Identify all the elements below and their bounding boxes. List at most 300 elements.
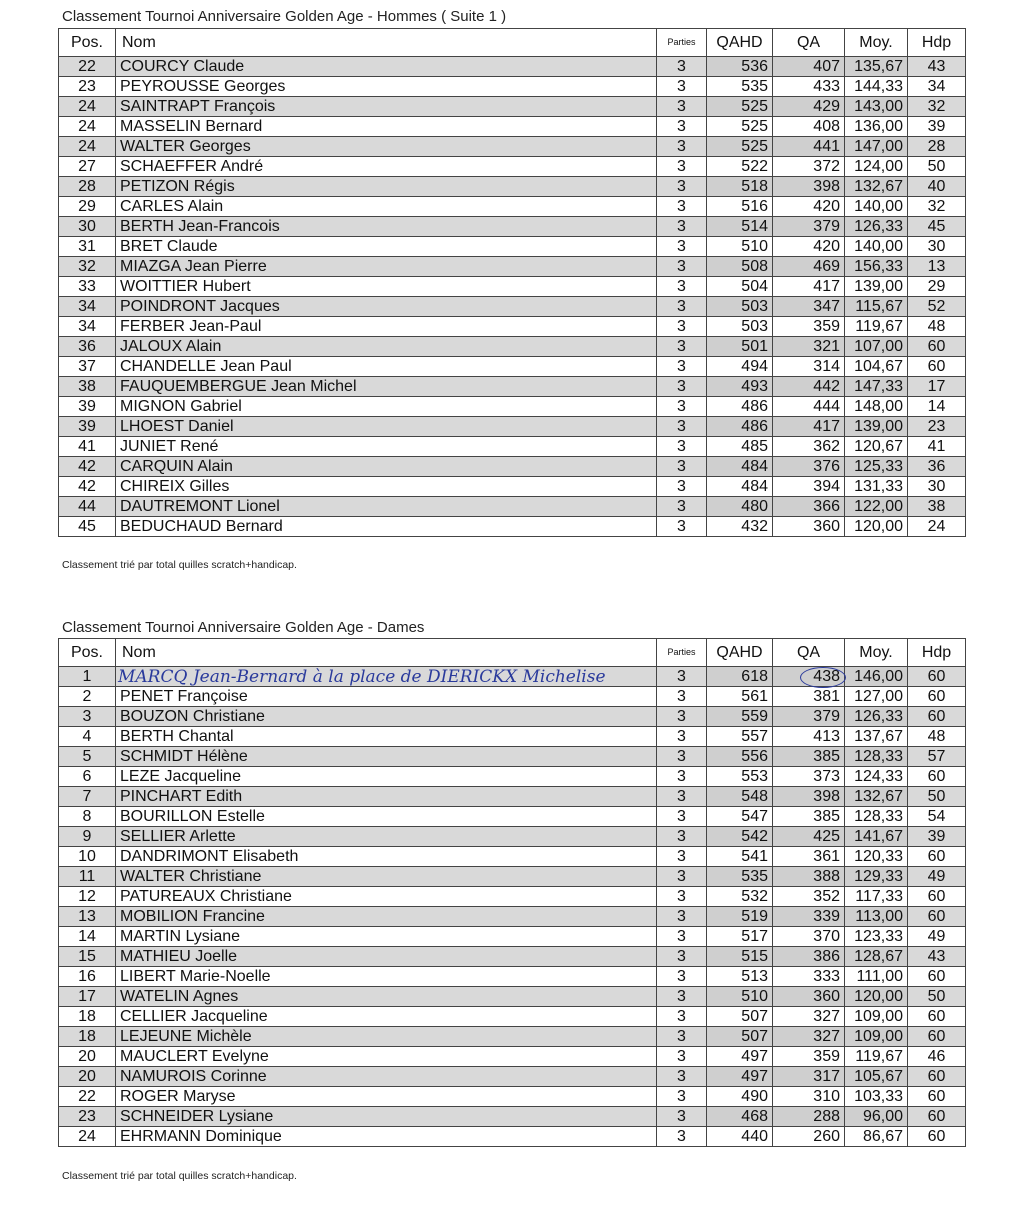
header-qa: QA	[773, 639, 845, 667]
men-header-row	[59, 29, 966, 57]
cell-moy: 132,67	[845, 787, 908, 807]
cell-pos: 15	[59, 947, 116, 967]
cell-qa: 376	[773, 457, 845, 477]
cell-moy: 146,00	[845, 667, 908, 687]
cell-par: 3	[657, 117, 707, 137]
cell-qahd: 517	[707, 927, 773, 947]
table-row	[59, 987, 966, 1007]
cell-par: 3	[657, 1067, 707, 1087]
cell-moy: 119,67	[845, 317, 908, 337]
table-row	[59, 477, 966, 497]
cell-pos: 20	[59, 1067, 116, 1087]
cell-pos: 17	[59, 987, 116, 1007]
cell-nom: LIBERT Marie-Noelle	[116, 967, 657, 987]
table-row	[59, 727, 966, 747]
cell-par: 3	[657, 1007, 707, 1027]
cell-hdp: 50	[908, 157, 966, 177]
cell-nom: EHRMANN Dominique	[116, 1127, 657, 1147]
cell-hdp: 48	[908, 727, 966, 747]
cell-nom: MIGNON Gabriel	[116, 397, 657, 417]
table-row	[59, 867, 966, 887]
cell-par: 3	[657, 1047, 707, 1067]
cell-qa: 327	[773, 1027, 845, 1047]
cell-qa: 433	[773, 77, 845, 97]
cell-nom: LHOEST Daniel	[116, 417, 657, 437]
cell-par: 3	[657, 237, 707, 257]
cell-moy: 139,00	[845, 417, 908, 437]
cell-nom: MIAZGA Jean Pierre	[116, 257, 657, 277]
cell-qa: 398	[773, 787, 845, 807]
cell-qahd: 556	[707, 747, 773, 767]
cell-qahd: 503	[707, 297, 773, 317]
cell-qahd: 480	[707, 497, 773, 517]
cell-qahd: 485	[707, 437, 773, 457]
cell-pos: 37	[59, 357, 116, 377]
cell-qa: 347	[773, 297, 845, 317]
cell-pos: 42	[59, 457, 116, 477]
cell-par: 3	[657, 77, 707, 97]
cell-qa: 361	[773, 847, 845, 867]
table-row	[59, 497, 966, 517]
table-row	[59, 257, 966, 277]
header-qahd: QAHD	[707, 639, 773, 667]
cell-pos: 14	[59, 927, 116, 947]
cell-moy: 136,00	[845, 117, 908, 137]
table-row	[59, 397, 966, 417]
cell-qahd: 516	[707, 197, 773, 217]
cell-pos: 24	[59, 137, 116, 157]
cell-hdp: 48	[908, 317, 966, 337]
cell-nom: PETIZON Régis	[116, 177, 657, 197]
cell-par: 3	[657, 907, 707, 927]
cell-qahd: 510	[707, 987, 773, 1007]
cell-par: 3	[657, 337, 707, 357]
cell-qahd: 618	[707, 667, 773, 687]
cell-qa: 420	[773, 237, 845, 257]
cell-hdp: 39	[908, 117, 966, 137]
cell-pos: 5	[59, 747, 116, 767]
cell-qa: 398	[773, 177, 845, 197]
cell-nom: MAUCLERT Evelyne	[116, 1047, 657, 1067]
cell-moy: 120,00	[845, 987, 908, 1007]
cell-par: 3	[657, 767, 707, 787]
cell-pos: 8	[59, 807, 116, 827]
cell-par: 3	[657, 887, 707, 907]
cell-par: 3	[657, 847, 707, 867]
cell-qahd: 486	[707, 397, 773, 417]
cell-hdp: 32	[908, 197, 966, 217]
cell-moy: 122,00	[845, 497, 908, 517]
table-row	[59, 1087, 966, 1107]
cell-hdp: 41	[908, 437, 966, 457]
cell-qahd: 515	[707, 947, 773, 967]
header-moy: Moy.	[845, 29, 908, 57]
cell-qa: 394	[773, 477, 845, 497]
cell-par: 3	[657, 787, 707, 807]
cell-qahd: 547	[707, 807, 773, 827]
cell-qahd: 510	[707, 237, 773, 257]
table-row	[59, 177, 966, 197]
header-parties: Parties	[657, 29, 707, 57]
cell-moy: 115,67	[845, 297, 908, 317]
cell-nom: SCHNEIDER Lysiane	[116, 1107, 657, 1127]
cell-moy: 128,33	[845, 747, 908, 767]
cell-hdp: 60	[908, 887, 966, 907]
cell-qahd: 507	[707, 1007, 773, 1027]
cell-moy: 140,00	[845, 197, 908, 217]
cell-pos: 24	[59, 97, 116, 117]
cell-par: 3	[657, 357, 707, 377]
men-ranking-table	[58, 28, 966, 537]
table-row	[59, 847, 966, 867]
table-row	[59, 787, 966, 807]
cell-pos: 3	[59, 707, 116, 727]
cell-hdp: 45	[908, 217, 966, 237]
cell-qa: 317	[773, 1067, 845, 1087]
table-row	[59, 137, 966, 157]
cell-hdp: 60	[908, 847, 966, 867]
cell-moy: 156,33	[845, 257, 908, 277]
cell-hdp: 40	[908, 177, 966, 197]
cell-hdp: 60	[908, 1007, 966, 1027]
cell-qa: 366	[773, 497, 845, 517]
header-pos: Pos.	[59, 29, 116, 57]
cell-qahd: 440	[707, 1127, 773, 1147]
cell-qahd: 503	[707, 317, 773, 337]
cell-par: 3	[657, 217, 707, 237]
cell-moy: 128,67	[845, 947, 908, 967]
cell-qa: 379	[773, 707, 845, 727]
women-table-title: Classement Tournoi Anniversaire Golden Age - Dames	[62, 619, 425, 636]
cell-qahd: 497	[707, 1047, 773, 1067]
table-row	[59, 1067, 966, 1087]
cell-moy: 123,33	[845, 927, 908, 947]
cell-moy: 104,67	[845, 357, 908, 377]
cell-moy: 125,33	[845, 457, 908, 477]
cell-moy: 103,33	[845, 1087, 908, 1107]
cell-nom: ROGER Maryse	[116, 1087, 657, 1107]
cell-pos: 33	[59, 277, 116, 297]
cell-qa: 359	[773, 1047, 845, 1067]
cell-qa: 339	[773, 907, 845, 927]
cell-pos: 36	[59, 337, 116, 357]
cell-moy: 137,67	[845, 727, 908, 747]
cell-par: 3	[657, 947, 707, 967]
cell-qahd: 501	[707, 337, 773, 357]
cell-pos: 23	[59, 77, 116, 97]
table-row	[59, 767, 966, 787]
cell-pos: 29	[59, 197, 116, 217]
cell-hdp: 60	[908, 967, 966, 987]
cell-nom: WALTER Christiane	[116, 867, 657, 887]
cell-hdp: 50	[908, 987, 966, 1007]
cell-pos: 10	[59, 847, 116, 867]
header-nom: Nom	[116, 639, 657, 667]
cell-hdp: 54	[908, 807, 966, 827]
cell-pos: 1	[59, 667, 116, 687]
cell-par: 3	[657, 457, 707, 477]
cell-qa: 314	[773, 357, 845, 377]
cell-moy: 124,33	[845, 767, 908, 787]
cell-moy: 143,00	[845, 97, 908, 117]
cell-hdp: 52	[908, 297, 966, 317]
cell-par: 3	[657, 967, 707, 987]
cell-hdp: 60	[908, 1107, 966, 1127]
cell-pos: 34	[59, 317, 116, 337]
cell-qahd: 486	[707, 417, 773, 437]
cell-par: 3	[657, 827, 707, 847]
cell-moy: 141,67	[845, 827, 908, 847]
cell-pos: 24	[59, 117, 116, 137]
cell-moy: 131,33	[845, 477, 908, 497]
cell-qahd: 561	[707, 687, 773, 707]
cell-nom: WOITTIER Hubert	[116, 277, 657, 297]
table-row	[59, 907, 966, 927]
table-row	[59, 57, 966, 77]
header-qahd: QAHD	[707, 29, 773, 57]
table-row	[59, 357, 966, 377]
cell-qahd: 504	[707, 277, 773, 297]
cell-par: 3	[657, 497, 707, 517]
cell-moy: 107,00	[845, 337, 908, 357]
cell-moy: 119,67	[845, 1047, 908, 1067]
table-row	[59, 927, 966, 947]
cell-par: 3	[657, 867, 707, 887]
cell-qahd: 490	[707, 1087, 773, 1107]
cell-qahd: 548	[707, 787, 773, 807]
cell-moy: 111,00	[845, 967, 908, 987]
cell-nom: JALOUX Alain	[116, 337, 657, 357]
cell-qahd: 508	[707, 257, 773, 277]
cell-qahd: 535	[707, 867, 773, 887]
table-row	[59, 117, 966, 137]
cell-par: 3	[657, 397, 707, 417]
cell-pos: 42	[59, 477, 116, 497]
cell-qa: 360	[773, 987, 845, 1007]
cell-hdp: 60	[908, 1027, 966, 1047]
cell-par: 3	[657, 687, 707, 707]
cell-par: 3	[657, 157, 707, 177]
table-row	[59, 77, 966, 97]
table-row	[59, 237, 966, 257]
table-row	[59, 807, 966, 827]
cell-nom: JUNIET René	[116, 437, 657, 457]
cell-qa: 417	[773, 277, 845, 297]
cell-nom: WALTER Georges	[116, 137, 657, 157]
cell-qahd: 525	[707, 137, 773, 157]
header-parties: Parties	[657, 639, 707, 667]
cell-pos: 22	[59, 1087, 116, 1107]
cell-nom: SCHMIDT Hélène	[116, 747, 657, 767]
cell-pos: 24	[59, 1127, 116, 1147]
cell-par: 3	[657, 987, 707, 1007]
cell-nom: BRET Claude	[116, 237, 657, 257]
cell-par: 3	[657, 317, 707, 337]
cell-qahd: 507	[707, 1027, 773, 1047]
header-nom: Nom	[116, 29, 657, 57]
table-row	[59, 1127, 966, 1147]
handwritten-annotation: MARCQ Jean-Bernard à la place de DIERICKX Michelise	[118, 667, 606, 687]
cell-moy: 128,33	[845, 807, 908, 827]
cell-nom: PINCHART Edith	[116, 787, 657, 807]
table-row	[59, 1047, 966, 1067]
cell-moy: 117,33	[845, 887, 908, 907]
cell-nom: CELLIER Jacqueline	[116, 1007, 657, 1027]
cell-moy: 126,33	[845, 217, 908, 237]
cell-hdp: 46	[908, 1047, 966, 1067]
cell-pos: 45	[59, 517, 116, 537]
cell-qahd: 541	[707, 847, 773, 867]
header-pos: Pos.	[59, 639, 116, 667]
cell-qa: 360	[773, 517, 845, 537]
cell-nom: CARLES Alain	[116, 197, 657, 217]
women-header-row	[59, 639, 966, 667]
table-row	[59, 1107, 966, 1127]
cell-hdp: 50	[908, 787, 966, 807]
cell-hdp: 60	[908, 1067, 966, 1087]
cell-qahd: 518	[707, 177, 773, 197]
cell-nom: CHANDELLE Jean Paul	[116, 357, 657, 377]
table-row	[59, 887, 966, 907]
cell-nom: BOUZON Christiane	[116, 707, 657, 727]
cell-qa: 438	[773, 667, 845, 687]
cell-moy: 120,00	[845, 517, 908, 537]
cell-qahd: 513	[707, 967, 773, 987]
cell-par: 3	[657, 377, 707, 397]
cell-qa: 379	[773, 217, 845, 237]
cell-hdp: 60	[908, 907, 966, 927]
cell-qahd: 525	[707, 97, 773, 117]
cell-moy: 105,67	[845, 1067, 908, 1087]
cell-nom: BOURILLON Estelle	[116, 807, 657, 827]
cell-hdp: 13	[908, 257, 966, 277]
cell-qa: 386	[773, 947, 845, 967]
cell-qa: 388	[773, 867, 845, 887]
cell-nom: MARTIN Lysiane	[116, 927, 657, 947]
cell-moy: 113,00	[845, 907, 908, 927]
cell-hdp: 30	[908, 477, 966, 497]
cell-nom: PENET Françoise	[116, 687, 657, 707]
cell-hdp: 39	[908, 827, 966, 847]
cell-qa: 425	[773, 827, 845, 847]
cell-pos: 2	[59, 687, 116, 707]
cell-moy: 148,00	[845, 397, 908, 417]
cell-hdp: 32	[908, 97, 966, 117]
cell-par: 3	[657, 257, 707, 277]
cell-qa: 372	[773, 157, 845, 177]
cell-hdp: 57	[908, 747, 966, 767]
cell-hdp: 60	[908, 687, 966, 707]
cell-pos: 38	[59, 377, 116, 397]
table-row	[59, 967, 966, 987]
table-row	[59, 197, 966, 217]
cell-hdp: 49	[908, 927, 966, 947]
cell-qahd: 535	[707, 77, 773, 97]
cell-par: 3	[657, 177, 707, 197]
cell-moy: 132,67	[845, 177, 908, 197]
cell-qa: 288	[773, 1107, 845, 1127]
cell-hdp: 43	[908, 57, 966, 77]
cell-qa: 420	[773, 197, 845, 217]
cell-moy: 129,33	[845, 867, 908, 887]
cell-nom: FERBER Jean-Paul	[116, 317, 657, 337]
handwritten-circle	[800, 667, 846, 688]
header-hdp: Hdp	[908, 29, 966, 57]
cell-pos: 4	[59, 727, 116, 747]
table-row	[59, 517, 966, 537]
cell-qa: 352	[773, 887, 845, 907]
cell-hdp: 60	[908, 1127, 966, 1147]
cell-pos: 11	[59, 867, 116, 887]
cell-moy: 86,67	[845, 1127, 908, 1147]
cell-hdp: 60	[908, 667, 966, 687]
cell-nom: LEZE Jacqueline	[116, 767, 657, 787]
cell-hdp: 60	[908, 707, 966, 727]
cell-qahd: 468	[707, 1107, 773, 1127]
cell-par: 3	[657, 517, 707, 537]
cell-qa: 385	[773, 747, 845, 767]
cell-nom: BERTH Jean-Francois	[116, 217, 657, 237]
cell-pos: 41	[59, 437, 116, 457]
cell-qahd: 432	[707, 517, 773, 537]
cell-par: 3	[657, 1027, 707, 1047]
cell-hdp: 17	[908, 377, 966, 397]
cell-moy: 147,33	[845, 377, 908, 397]
cell-pos: 23	[59, 1107, 116, 1127]
cell-qa: 370	[773, 927, 845, 947]
cell-moy: 120,33	[845, 847, 908, 867]
cell-hdp: 24	[908, 517, 966, 537]
table-row	[59, 437, 966, 457]
cell-moy: 96,00	[845, 1107, 908, 1127]
cell-pos: 13	[59, 907, 116, 927]
cell-pos: 20	[59, 1047, 116, 1067]
table-row	[59, 337, 966, 357]
cell-qahd: 493	[707, 377, 773, 397]
cell-moy: 124,00	[845, 157, 908, 177]
cell-nom: LEJEUNE Michèle	[116, 1027, 657, 1047]
cell-qahd: 522	[707, 157, 773, 177]
cell-par: 3	[657, 197, 707, 217]
cell-nom: MATHIEU Joelle	[116, 947, 657, 967]
cell-moy: 109,00	[845, 1027, 908, 1047]
table-row	[59, 707, 966, 727]
cell-hdp: 60	[908, 337, 966, 357]
cell-hdp: 38	[908, 497, 966, 517]
cell-pos: 12	[59, 887, 116, 907]
cell-par: 3	[657, 97, 707, 117]
cell-pos: 22	[59, 57, 116, 77]
cell-qahd: 536	[707, 57, 773, 77]
cell-par: 3	[657, 1087, 707, 1107]
cell-qa: 381	[773, 687, 845, 707]
cell-qa: 260	[773, 1127, 845, 1147]
cell-par: 3	[657, 57, 707, 77]
cell-qahd: 532	[707, 887, 773, 907]
cell-nom: MASSELIN Bernard	[116, 117, 657, 137]
cell-pos: 18	[59, 1007, 116, 1027]
cell-hdp: 60	[908, 357, 966, 377]
cell-pos: 44	[59, 497, 116, 517]
table-row	[59, 1007, 966, 1027]
women-table-note: Classement trié par total quilles scratch+handicap.	[62, 1170, 297, 1182]
cell-pos: 28	[59, 177, 116, 197]
cell-nom: BEDUCHAUD Bernard	[116, 517, 657, 537]
cell-qa: 442	[773, 377, 845, 397]
cell-nom: SAINTRAPT François	[116, 97, 657, 117]
table-row	[59, 217, 966, 237]
cell-par: 3	[657, 1127, 707, 1147]
